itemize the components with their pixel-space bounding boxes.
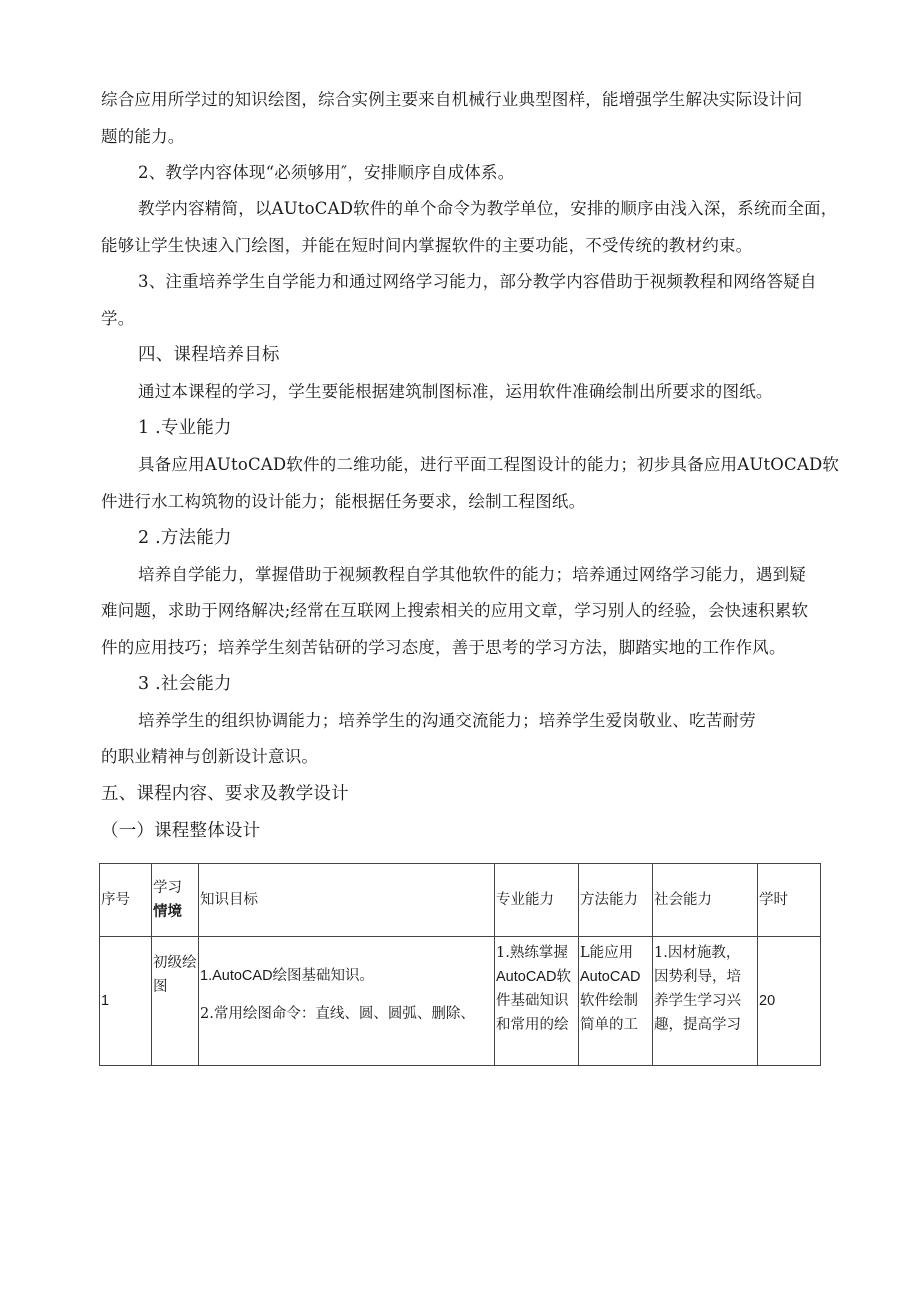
cell-method-line: AutoCAD: [580, 969, 641, 985]
cell-method-line: L能应用: [580, 945, 634, 961]
paragraph-line: 难问题，求助于网络解决;经常在互联网上搜索相关的应用文章，学习别人的经验，会快速积累软: [101, 601, 809, 620]
section-heading: 五、课程内容、要求及教学设计: [101, 784, 349, 804]
header-situation-line: 学习: [153, 880, 182, 896]
paragraph-line: 具备应用AUtoCAD软件的二维功能，进行平面工程图设计的能力；初步具备应用AUtOCAD软: [138, 455, 840, 474]
cell-situation-line: 图: [153, 979, 168, 995]
cell-social-line: 养学生学习兴: [654, 993, 741, 1009]
header-situation-line: 情境: [153, 903, 182, 920]
paragraph-line: 件的应用技巧；培养学生刻苦钻研的学习态度，善于思考的学习方法，脚踏实地的工作作风。: [101, 638, 786, 657]
subsection-heading: （一）课程整体设计: [101, 821, 261, 841]
cell-social-line: 1.因材施教，: [654, 945, 741, 961]
paragraph-line: 培养自学能力，掌握借助于视频教程自学其他软件的能力；培养通过网络学习能力，遇到疑: [138, 565, 806, 584]
cell-method: [579, 937, 653, 1066]
paragraph-line: 学。: [101, 309, 135, 328]
cell-situation-line: 初级绘: [153, 955, 197, 971]
header-professional: 专业能力: [495, 864, 579, 937]
cell-professional-line: 1.熟练掌握: [496, 945, 568, 961]
paragraph-line: 综合应用所学过的知识绘图，综合实例主要来自机械行业典型图样，能增强学生解决实际设计问: [101, 90, 803, 109]
header-method: 方法能力: [579, 864, 653, 937]
cell-method-line: 软件绘制: [580, 993, 638, 1009]
paragraph-line: 件进行水工构筑物的设计能力；能根据任务要求，绘制工程图纸。: [101, 492, 586, 511]
table-header-row: [100, 864, 821, 937]
paragraph-line: 能够让学生快速入门绘图，并能在短时间内掌握软件的主要功能，不受传统的教材约束。: [101, 236, 753, 255]
subsection-heading: 1 .专业能力: [138, 418, 232, 438]
header-seq: 序号: [100, 864, 152, 937]
header-situation: [152, 864, 199, 937]
cell-social-line: 因势利导，培: [654, 969, 741, 985]
header-knowledge: 知识目标: [199, 864, 495, 937]
paragraph-line: 培养学生的组织协调能力；培养学生的沟通交流能力；培养学生爱岗敬业、吃苦耐劳: [138, 711, 756, 730]
cell-social: [653, 937, 758, 1066]
paragraph-line: 教学内容精简，以AUtoCAD软件的单个命令为教学单位，安排的顺序由浅入深，系统而全面，: [138, 199, 838, 218]
subsection-heading: 3 .社会能力: [138, 674, 232, 694]
cell-knowledge-line: 1.AutoCAD绘图基础知识。: [200, 968, 375, 984]
paragraph-line: 2、教学内容体现“必须够用″，安排顺序自成体系。: [138, 163, 515, 182]
paragraph-line: 题的能力。: [101, 127, 185, 146]
paragraph-line: 通过本课程的学习，学生要能根据建筑制图标准，运用软件准确绘制出所要求的图纸。: [138, 382, 773, 401]
header-hours: 学时: [758, 864, 821, 937]
cell-professional-line: 和常用的绘: [496, 1017, 569, 1033]
cell-method-line: 简单的工: [580, 1017, 638, 1033]
cell-professional: [495, 937, 579, 1066]
paragraph-line: 3、注重培养学生自学能力和通过网络学习能力，部分教学内容借助于视频教程和网络答疑自: [138, 272, 817, 291]
paragraph-line: 的职业精神与创新设计意识。: [101, 747, 319, 766]
cell-social-line: 趣，提高学习: [654, 1017, 741, 1033]
cell-seq: 1: [100, 937, 152, 1066]
cell-hours: 20: [758, 937, 821, 1066]
cell-situation: [152, 937, 199, 1066]
header-social: 社会能力: [653, 864, 758, 937]
cell-professional-line: 件基础知识: [496, 993, 569, 1009]
cell-knowledge: [199, 937, 495, 1066]
section-heading: 四、课程培养目标: [138, 345, 280, 365]
table-row: [100, 937, 821, 1066]
cell-knowledge-line: 2.常用绘图命令：直线、圆、圆弧、删除、: [200, 1006, 475, 1022]
cell-professional-line: AutoCAD软: [496, 969, 571, 985]
course-design-table: [99, 863, 821, 1066]
subsection-heading: 2 .方法能力: [138, 528, 232, 548]
